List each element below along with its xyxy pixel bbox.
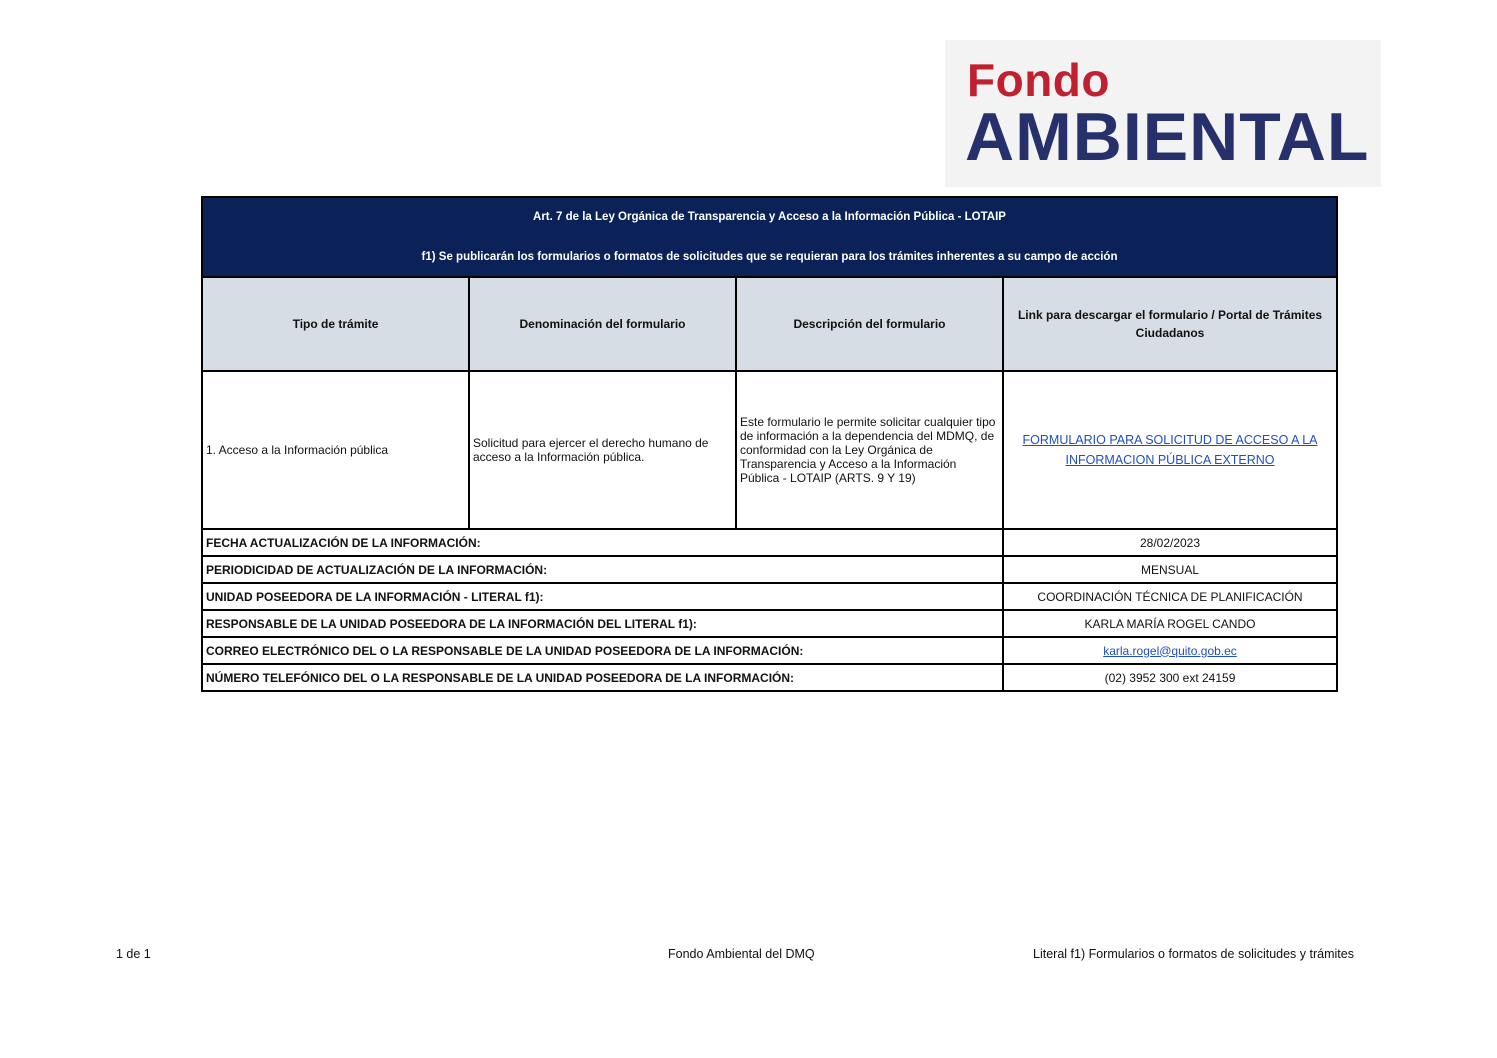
column-header-link: Link para descargar el formulario / Portal de Trámites Ciudadanos — [1003, 277, 1337, 371]
meta-value: 28/02/2023 — [1003, 529, 1337, 556]
header-article: Art. 7 de la Ley Orgánica de Transparencia y Acceso a la Información Pública - LOTAIP — [533, 211, 1006, 223]
column-header-descripcion: Descripción del formulario — [736, 277, 1003, 371]
footer-center: Fondo Ambiental del DMQ — [668, 947, 815, 961]
meta-label: RESPONSABLE DE LA UNIDAD POSEEDORA DE LA INFORMACIÓN DEL LITERAL f1): — [202, 610, 1003, 637]
meta-value: (02) 3952 300 ext 24159 — [1003, 664, 1337, 691]
table-row — [202, 371, 1337, 529]
meta-row-periodicidad — [202, 556, 1337, 583]
meta-label: CORREO ELECTRÓNICO DEL O LA RESPONSABLE DE LA UNIDAD POSEEDORA DE LA INFORMACIÓN: — [202, 637, 1003, 664]
email-link[interactable]: karla.rogel@quito.gob.ec — [1103, 643, 1237, 658]
table-header — [202, 197, 1337, 277]
meta-label: PERIODICIDAD DE ACTUALIZACIÓN DE LA INFORMACIÓN: — [202, 556, 1003, 583]
meta-row-fecha — [202, 529, 1337, 556]
meta-row-telefono — [202, 664, 1337, 691]
transparency-table — [201, 196, 1338, 692]
meta-label: FECHA ACTUALIZACIÓN DE LA INFORMACIÓN: — [202, 529, 1003, 556]
footer-right: Literal f1) Formularios o formatos de solicitudes y trámites — [1033, 947, 1354, 961]
meta-row-unidad — [202, 583, 1337, 610]
meta-value — [1003, 637, 1337, 664]
column-header-tipo: Tipo de trámite — [202, 277, 469, 371]
logo-text-fondo: Fondo — [967, 54, 1110, 106]
meta-label: NÚMERO TELEFÓNICO DEL O LA RESPONSABLE DE LA UNIDAD POSEEDORA DE LA INFORMACIÓN: — [202, 664, 1003, 691]
cell-denominacion: Solicitud para ejercer el derecho humano de acceso a la Información pública. — [469, 371, 736, 529]
column-header-denominacion: Denominación del formulario — [469, 277, 736, 371]
meta-row-responsable — [202, 610, 1337, 637]
fondo-ambiental-logo — [945, 40, 1381, 187]
meta-row-correo — [202, 637, 1337, 664]
meta-value: COORDINACIÓN TÉCNICA DE PLANIFICACIÓN — [1003, 583, 1337, 610]
logo-text-ambiental: AMBIENTAL — [965, 99, 1370, 175]
header-literal: f1) Se publicarán los formularios o formatos de solicitudes que se requieran para los trámites inherentes a su campo de acción — [421, 251, 1118, 263]
footer-page-number: 1 de 1 — [116, 947, 151, 961]
meta-value: MENSUAL — [1003, 556, 1337, 583]
meta-value: KARLA MARÍA ROGEL CANDO — [1003, 610, 1337, 637]
cell-descripcion: Este formulario le permite solicitar cualquier tipo de información a la dependencia del MDMQ, de conformidad con la Ley Orgánica de Transparencia y Acceso a la Información Pública - LOTAIP (ARTS. 9 Y 19) — [736, 371, 1003, 529]
form-download-link[interactable]: FORMULARIO PARA SOLICITUD DE ACCESO A LA INFORMACION PÚBLICA EXTERNO — [1022, 433, 1318, 467]
cell-tipo: 1. Acceso a la Información pública — [202, 371, 469, 529]
meta-label: UNIDAD POSEEDORA DE LA INFORMACIÓN - LITERAL f1): — [202, 583, 1003, 610]
cell-link — [1003, 371, 1337, 529]
